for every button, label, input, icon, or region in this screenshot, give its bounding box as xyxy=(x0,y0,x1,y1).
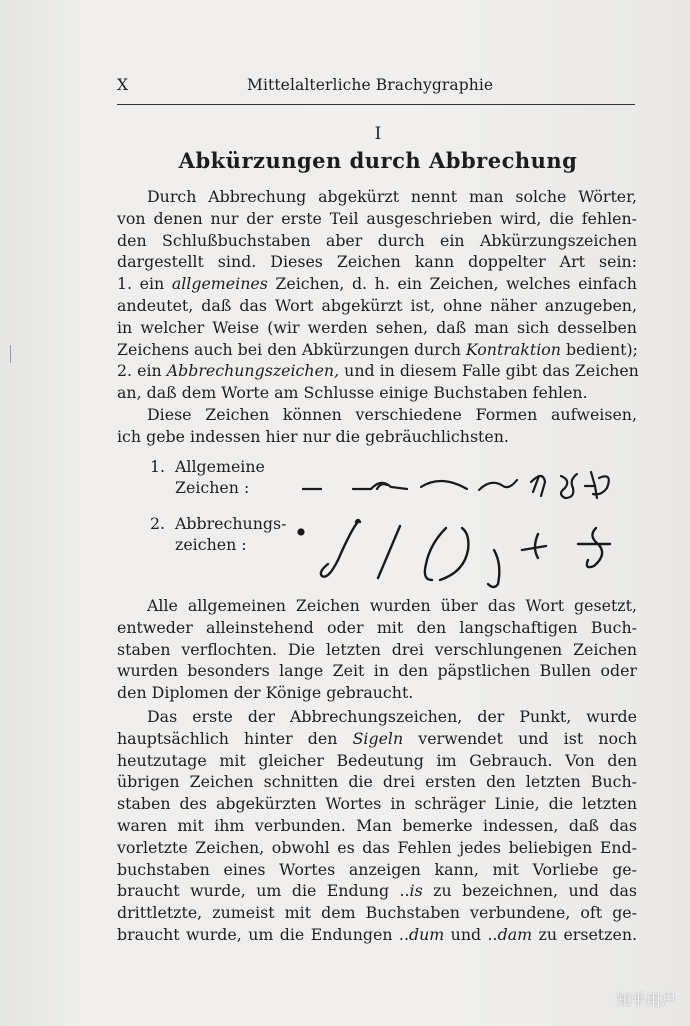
item-label: Allgemeine xyxy=(175,457,265,476)
emphasis: dam xyxy=(497,924,533,944)
text-line: den Diplomen der Könige gebraucht. xyxy=(117,683,414,703)
text-line: hauptsächlich hinter den Sigeln verwendet und ist noch xyxy=(117,728,638,748)
item-label: zeichen : xyxy=(175,535,247,554)
text-line: drittletzte, zumeist mit dem Buchstaben verbundene, oft ge- xyxy=(117,903,637,923)
text-line: Durch Abbrechung abgekürzt nennt man solche Wörter, xyxy=(147,187,637,206)
paragraph-1 xyxy=(117,186,637,448)
abbreviation-signs-figure xyxy=(292,514,632,594)
running-title: Mittelalterliche Brachygraphie xyxy=(247,76,494,94)
emphasis: Abbrechungszeichen, xyxy=(166,361,340,381)
watermark: 知乎用户 xyxy=(615,991,676,1009)
text-line: dargestellt sind. Dieses Zeichen kann doppelter Art sein: xyxy=(117,252,637,272)
text-line: Alle allgemeinen Zeichen wurden über das Wort gesetzt, xyxy=(147,596,637,615)
paragraph-3 xyxy=(117,595,637,704)
text-line: braucht wurde, um die Endung ..is zu bezeichnen, und das xyxy=(117,881,637,901)
text-line: an, daß dem Worte am Schlusse einige Buchstaben fehlen. xyxy=(117,383,588,403)
emphasis: dum xyxy=(408,924,445,944)
text-line: von denen nur der erste Teil ausgeschrieben wird, die fehlen- xyxy=(117,208,637,228)
text-line: buchstaben eines Wortes anzeigen kann, mit Vorliebe ge- xyxy=(117,859,637,879)
text-line: vorletzte Zeichen, obwohl es das Fehlen jedes beliebigen End- xyxy=(117,837,637,857)
text-line: staben des abgekürzten Wortes in schräger Linie, die letzten xyxy=(117,794,637,814)
text-line: übrigen Zeichen schnitten die drei ersten den letzten Buch- xyxy=(117,772,637,792)
text-line: 1. ein allgemeines Zeichen, d. h. ein Zeichen, welches einfach xyxy=(117,274,637,294)
text-line: 2. ein Abbrechungszeichen, und in diesem Falle gibt das Zeichen xyxy=(117,361,639,381)
chapter-number: I xyxy=(374,124,382,144)
text-line: den Schlußbuchstaben aber durch ein Abkürzungszeichen xyxy=(117,230,637,250)
text-line: waren mit ihm verbunden. Man bemerke indessen, daß das xyxy=(117,815,637,835)
paragraph-4 xyxy=(117,706,637,946)
text-line: Diese Zeichen können verschiedene Formen aufweisen, xyxy=(147,404,637,424)
item-number: 2. xyxy=(150,514,166,533)
text-line: wurden besonders lange Zeit in den päpstlichen Bullen oder xyxy=(117,661,637,681)
general-signs-figure xyxy=(295,462,625,508)
item-label: Abbrechungs- xyxy=(175,514,287,533)
chapter-title: Abkürzungen durch Abbrechung xyxy=(178,148,578,173)
emphasis: Sigeln xyxy=(352,728,404,748)
text-line: Zeichens auch bei den Abkürzungen durch Kontraktion bedient); xyxy=(117,339,638,359)
item-number: 1. xyxy=(150,457,166,476)
margin-mark xyxy=(10,345,13,363)
text-line: heutzutage mit gleicher Bedeutung im Gebrauch. Von den xyxy=(117,750,637,770)
text-line: braucht wurde, um die Endungen ..dum und ..dam zu ersetzen. xyxy=(117,924,638,944)
text-line: andeutet, daß das Wort abgekürzt ist, ohne näher anzugeben, xyxy=(117,295,637,315)
text-line: in welcher Weise (wir werden sehen, daß man sich desselben xyxy=(117,317,637,337)
emphasis: is xyxy=(409,881,423,901)
text-line: staben verflochten. Die letzten drei verschlungenen Zeichen xyxy=(117,639,637,659)
text-line: entweder alleinstehend oder mit den langschaftigen Buch- xyxy=(117,617,637,637)
item-label: Zeichen : xyxy=(175,478,250,497)
page-number: X xyxy=(117,76,129,94)
header-rule xyxy=(117,104,635,105)
running-header xyxy=(117,76,635,98)
emphasis: allgemeines xyxy=(171,274,268,294)
text-line: ich gebe indessen hier nur die gebräuchlichsten. xyxy=(117,426,509,446)
text-line: Das erste der Abbrechungszeichen, der Punkt, wurde xyxy=(147,707,637,726)
emphasis: Kontraktion xyxy=(465,339,561,359)
